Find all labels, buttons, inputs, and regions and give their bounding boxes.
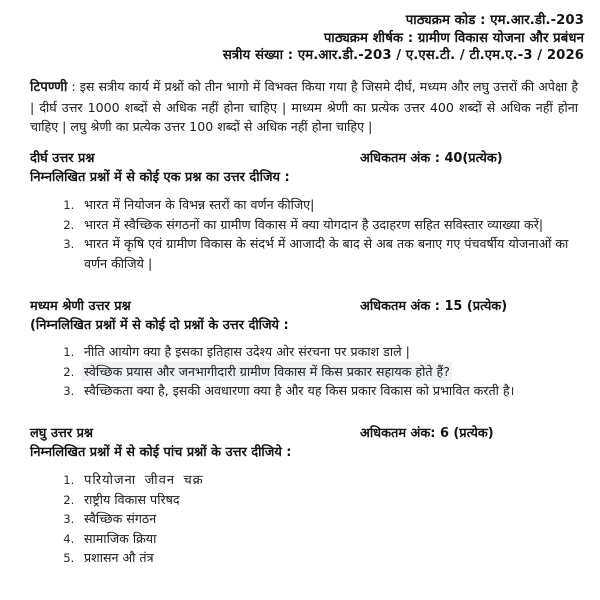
- section-medium-answer: [30, 297, 586, 401]
- question-text: परियोजना जीवन चक्र: [84, 472, 204, 488]
- section-spacer: [30, 403, 586, 414]
- section-short-question-list: [30, 465, 586, 568]
- section-medium-instruction: (निम्नलिखित प्रश्नों में से कोई दो प्रश्नों के उत्तर दीजिये :: [30, 318, 289, 334]
- note-block: [30, 77, 586, 136]
- section-short-instruction: निम्नलिखित प्रश्नों में से कोई पांच प्रश्नों के उत्तर दीजिये :: [30, 445, 292, 461]
- note-body: इस सत्रीय कार्य में प्रश्नों को तीन भागो में विभक्त किया गया है जिसमे दीर्घ, मध्यम और लघु उत्तरों की अपेक्षा है | दीर्घ उत्तर 1000 शब्दों से अधिक नहीं होना चाहिए | माध्यम श्रेणी का प्रत्येक उत्तर 400 शब्दों से अधिक नहीं होना चाहिए | लघु श्रेणी का प्रत्येक उत्तर 100 शब्दों से अधिक नहीं होना चाहिए |: [30, 79, 579, 134]
- question-text: सामाजिक क्रिया: [84, 530, 157, 546]
- document-header: [30, 12, 586, 65]
- question-item-clipped: [78, 548, 586, 568]
- section-long-marks: अधिकतम अंक : 40(प्रत्येक): [360, 150, 503, 166]
- section-spacer: [30, 275, 586, 287]
- question-item: [78, 490, 586, 510]
- note-separator: :: [67, 79, 80, 95]
- question-text: प्रशासन औ तंत्र: [84, 550, 154, 566]
- course-title-line: पाठ्यक्रम शीर्षक : ग्रामीण विकास योजना और प्रबंधन: [323, 30, 584, 46]
- section-long-answer: [30, 149, 586, 273]
- section-long-title: दीर्घ उत्तर प्रश्न: [30, 150, 95, 166]
- assignment-number-line: सत्रीय संख्या : एम.आर.डी.-203 / ए.एस.टी. / टी.एम.ए.-3 / 2026: [222, 48, 584, 63]
- note-paragraph: [30, 77, 578, 136]
- question-text: राष्ट्रीय विकास परिषद: [84, 491, 180, 507]
- question-item: [78, 195, 586, 215]
- section-medium-title: मध्यम श्रेणी उत्तर प्रश्न: [30, 299, 131, 315]
- section-long-heading: [30, 149, 586, 168]
- question-item: [78, 529, 586, 549]
- question-text: नीति आयोग क्या है इसका इतिहास उदेश्य ओर संरचना पर प्रकाश डाले |: [84, 344, 410, 360]
- section-medium-heading: [30, 297, 586, 316]
- section-medium-question-list: [30, 338, 586, 401]
- question-item-highlighted: [78, 362, 586, 382]
- question-text: भारत में नियोजन के विभन्न स्तरों का वर्णन कीजिए|: [84, 196, 315, 212]
- question-text: स्वैच्छिकता क्या है, इसकी अवधारणा क्या है और यह किस प्रकार विकास को प्रभावित करती है।: [84, 383, 515, 399]
- question-item: [78, 234, 586, 273]
- question-item: [78, 215, 586, 235]
- question-text: भारत में कृषि एवं ग्रामीण विकास के संदर्भ में आजादी के बाद से अब तक बनाए गए पंचवर्षीय योजनाओं का वर्णन कीजिये |: [84, 236, 569, 271]
- section-long-instruction: निम्नलिखित प्रश्नों में से कोई एक प्रश्न का उत्तर दीजिय :: [30, 169, 290, 185]
- question-item: [78, 470, 586, 490]
- note-label: टिपण्णी: [30, 80, 68, 96]
- question-text: स्वैच्छिक संगठन: [84, 511, 157, 527]
- section-medium-marks: अधिकतम अंक : 15 (प्रत्येक): [360, 299, 508, 315]
- section-long-question-list: [30, 190, 586, 273]
- question-text: स्वेच्छिक प्रयास और जनभागीदारी ग्रामीण विकास में किस प्रकार सहायक होते हैं?: [84, 363, 450, 379]
- question-item: [78, 342, 586, 362]
- question-text: भारत में स्वैच्छिक संगठनों का ग्रामीण विकास में क्या योगदान है उदाहरण सहित सविस्तार व्याख्या करें|: [84, 216, 544, 232]
- section-short-answer: [30, 424, 586, 568]
- question-item: [78, 509, 586, 529]
- section-short-marks: अधिकतम अंक: 6 (प्रत्येक): [360, 426, 494, 442]
- course-code-line: पाठ्यक्रम कोड : एम.आर.डी.-203: [405, 13, 584, 28]
- question-item: [78, 381, 586, 401]
- section-short-title: लघु उत्तर प्रश्न: [30, 426, 94, 442]
- section-short-heading: [30, 424, 586, 443]
- page-bottom-clip: [0, 596, 600, 600]
